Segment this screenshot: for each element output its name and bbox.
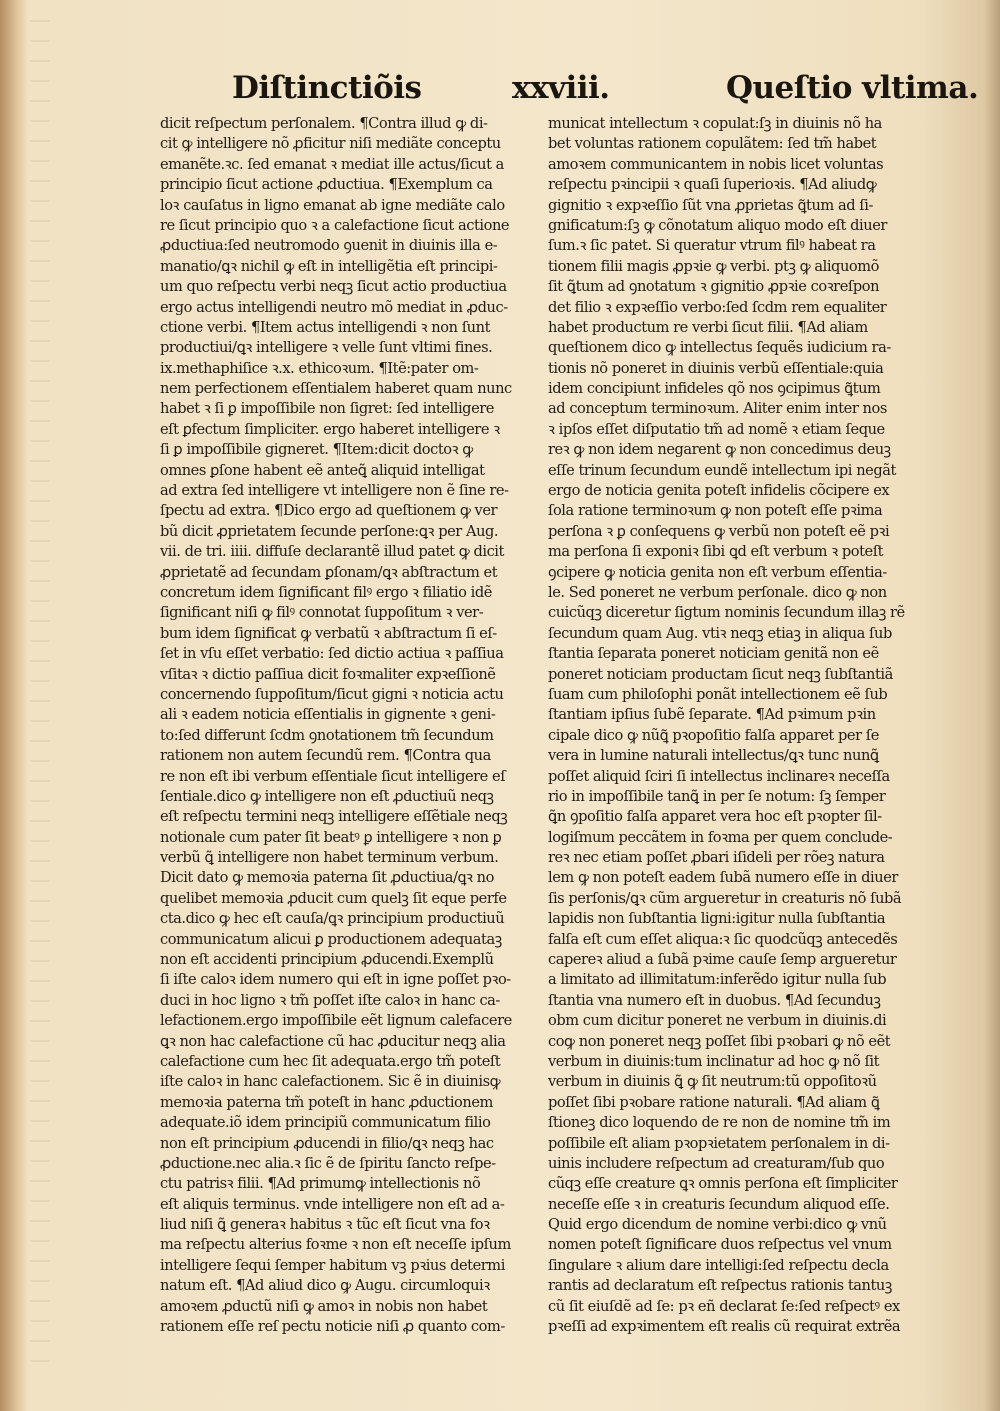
text-line: liud niſi ꝗ̃ generaꝛ habitus ꝛ tũc eſt ſicut vna foꝛ [160, 1216, 490, 1234]
text-line: gignitio ꝛ expꝛeſſio ſũt vna ꝓprietas ꝗ̃tum ad ſi- [548, 196, 873, 214]
text-line: ſis perſonis/ꝗꝛ cũm argueretur in creaturis nõ ſubã [548, 889, 902, 907]
text-line: logiſmum peccãtem in foꝛma per quem conclude- [548, 828, 893, 846]
text-line: verbum in diuinis ꝗ̃ ꝙ ſit neutrum:tũ oppoſitoꝛũ [548, 1073, 877, 1091]
text-line: ſignificant niſi ꝙ filꝰ connotat ſuppoſitum ꝛ ver- [160, 604, 484, 622]
text-line: ali ꝛ eadem noticia eſſentialis in gignente ꝛ geni- [160, 706, 496, 724]
text-line: obm cum dicitur poneret ne verbum in diuinis.di [548, 1012, 887, 1030]
right-text-column [548, 114, 946, 1337]
text-line: cipale dico ꝙ nũꝗ̃ pꝛopoſitio falſa apparet per ſe [548, 726, 879, 744]
text-line: pꝛeſſi ad expꝛimentem eſt realis cũ requirat extrẽa [548, 1318, 901, 1336]
text-line: eſt aliquis terminus. vnde intelligere non eſt ad a- [160, 1195, 505, 1213]
text-line: verbũ ꝗ̃ intelligere non habet terminum verbum. [160, 849, 499, 867]
text-line: cuicũqꝫ diceretur ſigtum nominis ſecundum illaꝫ rẽ [548, 604, 905, 622]
text-line: Dicit dato ꝙ memoꝛia paterna ſit ꝓductiua/ꝗꝛ no [160, 869, 494, 887]
text-line: falſa eſt cum eſſet aliqua:ꝛ ſic quodcũqꝫ antecedẽs [548, 930, 898, 948]
text-line: to:ſed differunt ſcdm ꝯnotationem tm̃ ſecundum [160, 726, 494, 744]
text-line: ſtantiam ipſius ſubẽ ſeparate. ¶Ad pꝛimum pꝛin [548, 706, 876, 724]
text-line: idem concipiunt infideles qõ nos ꝯcipimus ꝗ̃tum [548, 380, 881, 398]
text-line: ꝓprietatẽ ad ſecundam ꝑſonam/ꝗꝛ abſtractum et [160, 563, 498, 581]
text-line: lapidis non ſubſtantia ligni:igitur nulla ſubſtantia [548, 910, 886, 928]
text-line: rationem non autem ſecundũ rem. ¶Contra qua [160, 747, 491, 765]
text-line: rio in impoſſibile tanꝗ̃ in per ſe notum: ſꝫ ſemper [548, 787, 886, 805]
text-line: memoꝛia paterna tm̃ poteſt in hanc ꝓductionem [160, 1093, 493, 1111]
text-line: intelligere ſequi ſemper habitum vꝫ pꝛius determi [160, 1256, 505, 1274]
text-line: notionale cum pater ſit beatꝰ ꝑ intelligere ꝛ non ꝑ [160, 828, 502, 846]
running-head-right: Queſtio vltima. [726, 70, 979, 106]
text-line: le. Sed poneret ne verbum perſonale. dico ꝙ non [548, 583, 887, 601]
text-line: ſet in vſu eſſet verbatio: ſed dictio actiua ꝛ paſſiua [160, 645, 504, 663]
text-line: ſum.ꝛ ſic patet. Si queratur vtrum filꝰ habeat ra [548, 237, 876, 255]
text-line: lefactionem.ergo impoſſibile eẽt lignum calefacere [160, 1012, 512, 1030]
text-line: municat intellectum ꝛ copulat:ſꝫ in diuinis nõ ha [548, 115, 882, 132]
text-line: productiui/ꝗꝛ intelligere ꝛ velle ſunt vltimi fines. [160, 339, 493, 357]
text-line: bũ dicit ꝓprietatem ſecunde perſone:ꝗꝛ per Aug. [160, 522, 499, 540]
text-line: ꝗ̃n ꝯpoſitio falſa apparet vera hoc eſt pꝛopter ſil- [548, 808, 882, 826]
text-line: vera in lumine naturali intellectus/ꝗꝛ tunc nunꝗ̃ [548, 747, 879, 765]
text-line: ſi iſte caloꝛ idem numero qui eſt in igne poſſet pꝛo- [160, 971, 511, 989]
text-line: gnificatum:ſꝫ ꝙ cõnotatum aliquo modo eſt diuer [548, 216, 887, 234]
text-line: um quo reſpectu verbi neqꝫ ſicut actio productiua [160, 278, 507, 296]
text-line: manatio/ꝗꝛ nichil ꝙ eſt in intelligẽtia eſt principi- [160, 257, 498, 275]
text-line: ſit ꝗ̃tum ad ꝯnotatum ꝛ gignitio ꝓpꝛie coꝛreſpon [548, 278, 880, 296]
text-line: amoꝛem ꝓductũ niſi ꝙ amoꝛ in nobis non habet [160, 1297, 488, 1315]
text-line: ꝛ ipſos eſſet diſputatio tm̃ ad nomẽ ꝛ etiam ſeque [548, 420, 885, 438]
text-line: ergo de noticia genita poteſt infidelis cõcipere ex [548, 482, 890, 500]
text-line: principio ſicut actione ꝓductiua. ¶Exemplum ca [160, 176, 493, 194]
running-head [0, 68, 1000, 112]
text-line: quelibet memoꝛia ꝓducit cum quelꝫ ſit eque perfe [160, 889, 507, 907]
text-line: loꝛ cauſatus in ligno emanat ab igne mediãte calo [160, 196, 505, 214]
text-line: bet voluntas rationem copulãtem: ſed tm̃ habet [548, 135, 877, 153]
text-line: iſte caloꝛ in hanc calefactionem. Sic ẽ in diuinisꝙ [160, 1073, 501, 1091]
text-line: tionis nõ poneret in diuinis verbũ eſſentiale:quia [548, 359, 884, 377]
text-line: habet productum re verbi ſicut filii. ¶Ad aliam [548, 318, 868, 336]
text-line: uinis includere reſpectum ad creaturam/ſub quo [548, 1154, 885, 1172]
text-line: omnes ꝑſone habent eẽ anteꝗ̃ aliquid intelligat [160, 461, 485, 479]
text-line: cũqꝫ eſſe creature ꝗꝛ omnis perſona eſt ſimpliciter [548, 1175, 898, 1193]
text-line: cta.dico ꝙ hec eſt cauſa/ꝗꝛ principium productiuũ [160, 910, 505, 928]
text-line: ſtioneꝫ dico loquendo de re non de nomine tm̃ im [548, 1114, 891, 1132]
text-line: poſſet ſibi pꝛobare ratione naturali. ¶Ad aliam ꝗ̃ [548, 1093, 880, 1111]
text-line: nomen poteſt ſignificare duos reſpectus vel vnum [548, 1236, 892, 1254]
text-line: poſſet aliquid ſciri ſi intellectus inclinareꝛ neceſſa [548, 767, 890, 785]
text-line: re ſicut principio quo ꝛ a calefactione ſicut actione [160, 216, 510, 234]
text-line: rationem eſſe reſ pectu noticie niſi ꝓ quanto com- [160, 1318, 505, 1336]
text-line: eſſe trinum ſecundum eundẽ intellectum ipi negãt [548, 461, 896, 479]
text-line: ix.methaphiſice ꝛ.x. ethicoꝛum. ¶Itẽ:pater om- [160, 359, 479, 377]
text-line: ſuam cum philoſophi ponãt intellectionem eẽ ſub [548, 685, 888, 703]
text-line: ꝗꝛ non hac calefactione cũ hac ꝓducitur neqꝫ alia [160, 1032, 506, 1050]
text-line: ad conceptum terminoꝛum. Aliter enim inter nos [548, 400, 887, 418]
text-line: amoꝛem communicantem in nobis licet voluntas [548, 155, 884, 173]
text-line: bum idem ſignificat ꝙ verbatũ ꝛ abſtractum ſi eſ- [160, 624, 497, 642]
text-line: perſona ꝛ ꝑ conſequens ꝙ verbũ non poteſt eẽ pꝛi [548, 522, 890, 540]
text-line: ad extra ſed intelligere vt intelligere non ẽ ſine re- [160, 482, 509, 500]
text-line: reſpectu pꝛincipii ꝛ quaſi ſuperioꝛis. ¶Ad aliudꝙ [548, 176, 877, 194]
text-line: ſpectu ad extra. ¶Dico ergo ad queſtionem ꝙ ver [160, 502, 498, 520]
show-through-text [30, 20, 50, 1380]
text-line: rantis ad declaratum eſt reſpectus rationis tantuꝫ [548, 1277, 892, 1295]
text-line: dicit reſpectum perſonalem. ¶Contra illud ꝙ di- [160, 115, 488, 132]
running-head-left: Diſtinctiõis [232, 70, 422, 106]
text-line: eſt ꝑfectum ſimpliciter. ergo haberet intelligere ꝛ [160, 420, 500, 438]
text-line: lem ꝙ non poteſt eadem ſubã numero eſſe in diuer [548, 869, 898, 887]
text-line: communicatum alicui ꝑ productionem adequataꝫ [160, 930, 502, 948]
text-line: ſentiale.dico ꝙ intelligere non eſt ꝓductiuũ neqꝫ [160, 787, 494, 805]
text-line: poneret noticiam productam ſicut neqꝫ ſubſtantiã [548, 665, 893, 683]
text-line: ergo actus intelligendi neutro mõ mediat in ꝓduc- [160, 298, 508, 316]
text-line: det filio ꝛ expꝛeſſio verbo:ſed ſcdm rem equaliter [548, 298, 887, 316]
text-line: ctione verbi. ¶Item actus intelligendi ꝛ non ſunt [160, 318, 490, 336]
binding-gutter [0, 0, 26, 1411]
text-line: neceſſe eſſe ꝛ in creaturis ſecundum aliquod eſſe. [548, 1195, 890, 1213]
text-line: re non eſt ibi verbum eſſentiale ſicut intelligere eſ [160, 767, 506, 785]
text-line: adequate.iõ idem principiũ communicatum filio [160, 1114, 491, 1132]
text-line: verbum in diuinis:tum inclinatur ad hoc ꝙ nõ ſit [548, 1052, 880, 1070]
text-line: natum eſt. ¶Ad aliud dico ꝙ Augu. circumloquiꝛ [160, 1277, 490, 1295]
text-line: ꝓductiua:ſed neutromodo ꝯuenit in diuinis illa e- [160, 237, 498, 255]
text-line: concernendo ſuppoſitum/ſicut gigni ꝛ noticia actu [160, 685, 504, 703]
text-line: ſtantia ſeparata poneret noticiam genitã non eẽ [548, 645, 879, 663]
text-line: concretum idem ſignificant filꝰ ergo ꝛ filiatio idẽ [160, 583, 492, 601]
text-line: ꝯcipere ꝙ noticia genita non eſt verbum eſſentia- [548, 563, 887, 581]
left-text-column [160, 114, 550, 1337]
text-line: cũ ſit eiuſdẽ ad ſe: pꝛ eñ declarat ſe:ſed reſpectꝰ ex [548, 1297, 900, 1315]
running-head-center: xxviii. [512, 70, 610, 106]
text-line: ſingulare ꝛ alium dare intelligi:ſed reſpectu decla [548, 1256, 889, 1274]
page-edge-shadow [984, 0, 1000, 1411]
text-line: ſola ratione terminoꝛum ꝙ non poteſt eſſe pꝛima [548, 502, 883, 520]
text-line: eſt reſpectu termini neqꝫ intelligere eſſẽtiale neqꝫ [160, 808, 508, 826]
text-line: capereꝛ aliud a ſubã pꝛime cauſe ſemp argueretur [548, 951, 897, 969]
text-line: vſitaꝛ ꝛ dictio paſſiua dicit foꝛmaliter expꝛeſſionẽ [160, 665, 496, 683]
text-line: nem perfectionem eſſentialem haberet quam nunc [160, 380, 512, 398]
text-line: reꝛ ꝙ non idem negarent ꝙ non concedimus deuꝫ [548, 441, 891, 459]
text-line: vii. de tri. iiii. diffuſe declarantẽ illud patet ꝙ dicit [160, 543, 504, 561]
text-line: ſtantia vna numero eſt in duobus. ¶Ad ſecunduꝫ [548, 991, 881, 1009]
text-line: Quid ergo dicendum de nomine verbi:dico ꝙ vnũ [548, 1216, 887, 1234]
text-line: coꝙ non poneret neqꝫ poſſet ſibi pꝛobari ꝙ nõ eẽt [548, 1032, 891, 1050]
text-line: emanẽte.ꝛc. ſed emanat ꝛ mediat ille actus/ſicut a [160, 155, 504, 173]
text-line: poſſibile eſt aliam pꝛopꝛietatem perſonalem in di- [548, 1134, 890, 1152]
text-line: queſtionem dico ꝙ intellectus ſequẽs iudicium ra- [548, 339, 891, 357]
text-line: ꝓductione.nec alia.ꝛ ſic ẽ de ſpiritu ſancto reſpe- [160, 1154, 496, 1172]
text-line: ſecundum quam Aug. vtiꝛ neqꝫ etiaꝫ in aliqua ſub [548, 624, 892, 642]
text-line: cit ꝙ intelligere nõ ꝓficitur niſi mediãte conceptu [160, 135, 501, 153]
text-line: duci in hoc ligno ꝛ tm̃ poſſet iſte caloꝛ in hanc ca- [160, 991, 500, 1009]
text-line: ſi ꝑ impoſſibile gigneret. ¶Item:dicit doctoꝛ ꝙ [160, 441, 473, 459]
text-line: ma perſona ſi exponiꝛ ſibi ꝗd eſt verbum ꝛ poteſt [548, 543, 884, 561]
text-line: ma reſpectu alterius foꝛme ꝛ non eſt neceſſe ipſum [160, 1236, 511, 1254]
text-line: ctu patrisꝛ filii. ¶Ad primumꝙ intellectionis nõ [160, 1175, 481, 1193]
text-line: habet ꝛ ſi ꝑ impoſſibile non ſigret: ſed intelligere [160, 400, 494, 418]
text-line: calefactione cum hec ſit adequata.ergo tm̃ poteſt [160, 1052, 501, 1070]
text-line: non eſt accidenti principium ꝓducendi.Exemplũ [160, 951, 494, 969]
text-line: non eſt principium ꝓducendi in filio/ꝗꝛ neqꝫ hac [160, 1134, 494, 1152]
text-line: reꝛ nec etiam poſſet ꝓbari iſideli per rõeꝫ natura [548, 849, 885, 867]
text-line: tionem filii magis ꝓpꝛie ꝙ verbi. ptꝫ ꝙ aliquomõ [548, 257, 879, 275]
text-line: a limitato ad illimitatum:inferẽdo igitur nulla ſub [548, 971, 887, 989]
